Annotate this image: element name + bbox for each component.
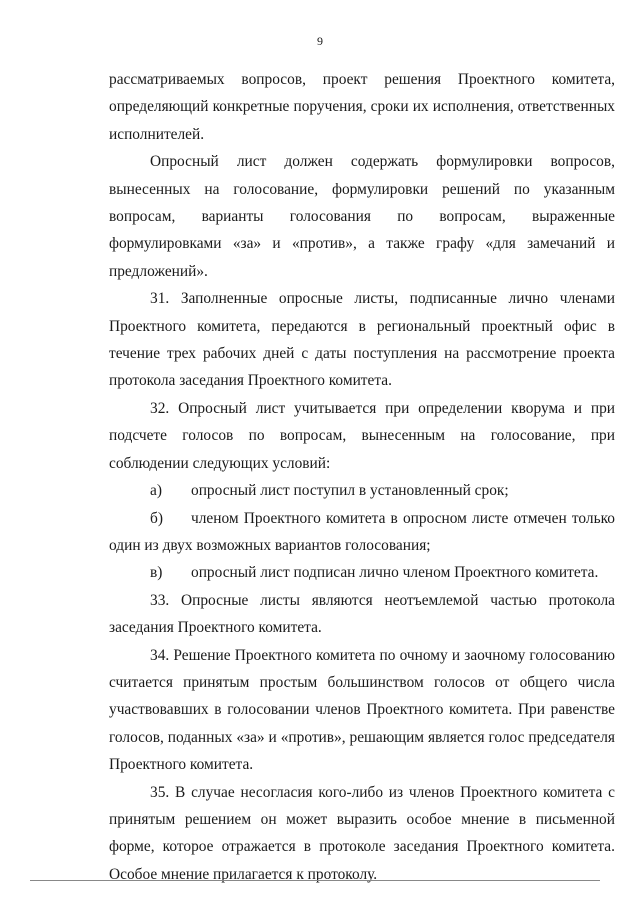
list-marker: б) bbox=[150, 509, 163, 527]
page-number: 9 bbox=[317, 34, 323, 48]
list-item-a bbox=[109, 477, 615, 504]
footer-divider bbox=[30, 880, 600, 881]
paragraph-33: 33. Опросные листы являются неотъемлемой частью протокола заседания Проектного комитета. bbox=[109, 591, 615, 637]
paragraph-31: 31. Заполненные опросные листы, подписанные лично членами Проектного комитета, передаются в региональный проектный офис в течение трех рабочих дней с даты поступления на рассмотрение проекта протокола заседания Проектного комитета. bbox=[109, 290, 615, 390]
paragraph-continuation: рассматриваемых вопросов, проект решения Проектного комитета, определяющий конкретные поручения, сроки их исполнения, ответственных исполнителей. bbox=[109, 71, 615, 143]
list-item-c bbox=[109, 559, 615, 586]
list-item-text: опросный лист поступил в установленный срок; bbox=[191, 482, 509, 500]
paragraph-questionnaire-content: Опросный лист должен содержать формулировки вопросов, вынесенных на голосование, формулировки решений по указанным вопросам, варианты голосования по вопросам, выраженные формулировками «за» и «против», а также графу «для замечаний и предложений». bbox=[109, 153, 615, 280]
list-item-text: членом Проектного комитета в опросном листе отмечен только один из двух возможных вариантов голосования; bbox=[109, 509, 615, 554]
paragraph-32: 32. Опросный лист учитывается при определении кворума и при подсчете голосов по вопросам, вынесенным на голосование, при соблюдении следующих условий: bbox=[109, 399, 615, 472]
paragraph-34: 34. Решение Проектного комитета по очному и заочному голосованию считается принятым простым большинством голосов от общего числа участвовавших в голосовании членов Проектного комитета. При равенстве голосов, поданных «за» и «против», решающим является голос председателя Проектного комитета. bbox=[109, 646, 615, 774]
list-marker: а) bbox=[150, 482, 162, 500]
paragraph-35: 35. В случае несогласия кого-либо из членов Проектного комитета с принятым решением он может выразить особое мнение в письменной форме, которое отражается в протоколе заседания Проектного комитета. Особое мнение прилагается к протоколу. bbox=[109, 783, 615, 883]
list-marker: в) bbox=[150, 564, 163, 582]
list-item-b bbox=[109, 505, 615, 560]
list-item-text: опросный лист подписан лично членом Проектного комитета. bbox=[191, 564, 599, 582]
document-body bbox=[109, 66, 615, 888]
